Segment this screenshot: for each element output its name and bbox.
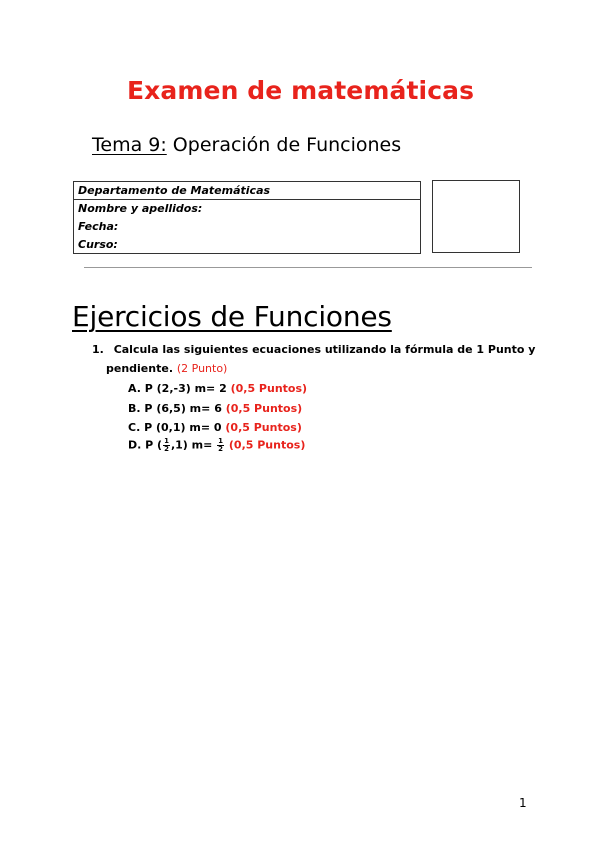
name-field-label: Nombre y apellidos: bbox=[78, 202, 203, 215]
student-info-box bbox=[73, 181, 421, 254]
fraction: $\frac{1}{2}$ bbox=[218, 437, 224, 453]
fraction: $\frac{1}{2}$ bbox=[164, 437, 169, 453]
department-label: Departamento de Matemáticas bbox=[74, 182, 420, 200]
section-title: Ejercicios de Funciones bbox=[72, 300, 392, 333]
option-text: P (6,5) m= 6 bbox=[144, 402, 222, 415]
option-c bbox=[128, 421, 302, 434]
topic-label: Tema 9: bbox=[92, 134, 167, 156]
page-number: 1 bbox=[519, 796, 527, 810]
topic-heading bbox=[92, 134, 401, 156]
option-d bbox=[128, 438, 305, 453]
option-b bbox=[128, 402, 302, 415]
score-box bbox=[432, 180, 520, 253]
divider-line bbox=[84, 267, 532, 268]
option-letter: D. bbox=[128, 438, 142, 452]
question-text-cont: pendiente. bbox=[106, 362, 173, 375]
question-text: Calcula las siguientes ecuaciones utilizando la fórmula de 1 Punto y bbox=[113, 343, 536, 356]
option-letter: A. bbox=[128, 382, 141, 395]
option-points: (0,5 Puntos) bbox=[225, 402, 303, 415]
option-text: P (2,-3) m= 2 bbox=[144, 382, 227, 395]
date-field-label: Fecha: bbox=[78, 220, 119, 233]
option-points: (0,5 Puntos) bbox=[230, 382, 308, 395]
question-number: 1. bbox=[92, 343, 104, 356]
option-text-prefix: P ( bbox=[145, 438, 163, 452]
option-text: P (0,1) m= 0 bbox=[144, 421, 222, 434]
option-text-mid: ,1) m= bbox=[170, 438, 213, 452]
question-1-line-1 bbox=[92, 343, 535, 356]
option-a bbox=[128, 382, 307, 395]
topic-name: Operación de Funciones bbox=[172, 134, 402, 156]
question-1-line-2 bbox=[106, 362, 227, 375]
question-points: (2 Punto) bbox=[176, 362, 228, 375]
option-points: (0,5 Puntos) bbox=[225, 421, 302, 434]
option-letter: C. bbox=[128, 421, 141, 434]
exam-title: Examen de matemáticas bbox=[127, 76, 475, 105]
course-field-label: Curso: bbox=[78, 238, 118, 251]
option-letter: B. bbox=[128, 402, 141, 415]
option-points: (0,5 Puntos) bbox=[228, 438, 306, 452]
